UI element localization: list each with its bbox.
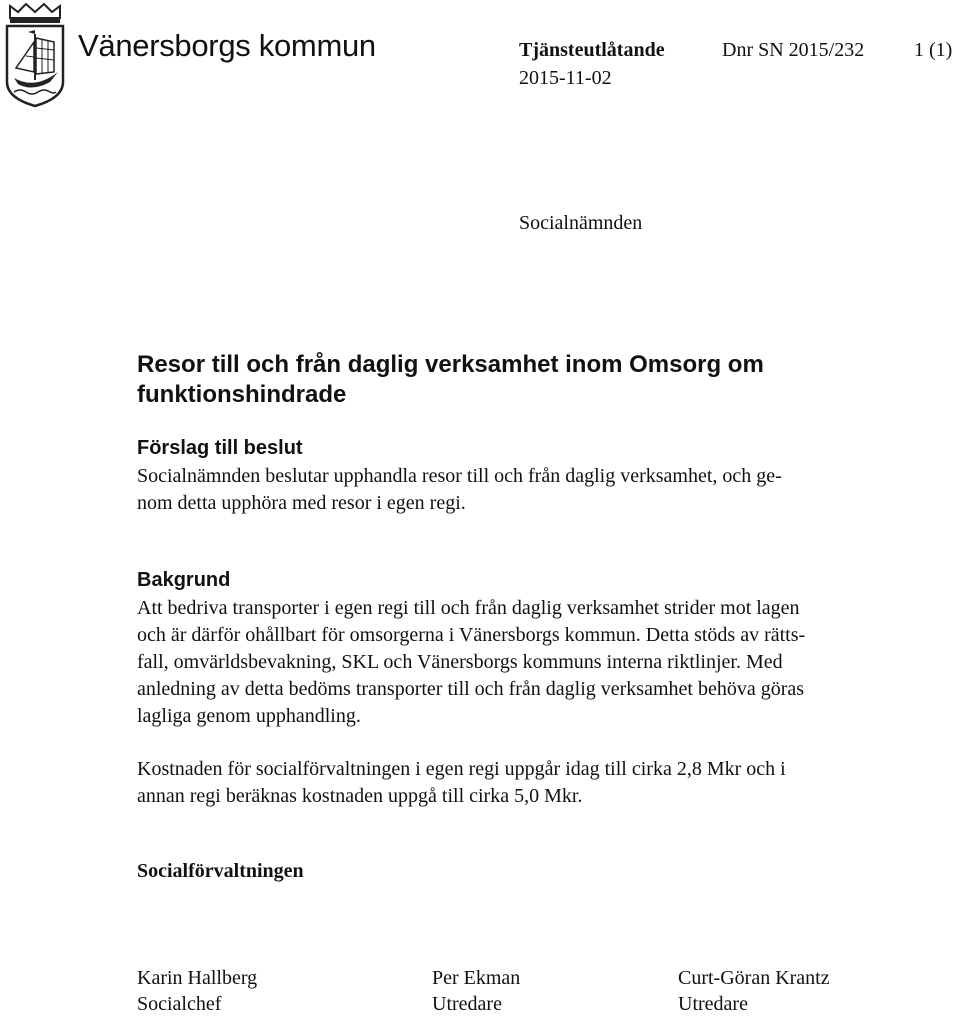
background-heading: Bakgrund xyxy=(137,569,231,591)
text-line: fall, omvärldsbevakning, SKL och Vänersborgs kommuns interna riktlinjer. Med xyxy=(137,651,783,673)
page-number: 1 (1) xyxy=(914,39,953,61)
signature-role: Utredare xyxy=(432,993,502,1015)
text-line: nom detta upphöra med resor i egen regi. xyxy=(137,492,466,514)
text-line: Socialnämnden beslutar upphandla resor till och från daglig verksamhet, och ge- xyxy=(137,465,782,487)
signature-name: Curt-Göran Krantz xyxy=(678,967,830,989)
municipality-coat-of-arms-icon xyxy=(2,2,68,108)
text-line: Kostnaden för socialförvaltningen i egen regi uppgår idag till cirka 2,8 Mkr och i xyxy=(137,758,786,780)
document-type: Tjänsteutlåtande xyxy=(519,39,665,61)
signature-name: Karin Hallberg xyxy=(137,967,258,989)
background-text xyxy=(137,595,907,730)
municipality-name: Vänersborgs kommun xyxy=(78,28,376,63)
proposal-heading: Förslag till beslut xyxy=(137,437,303,459)
document-title: Resor till och från daglig verksamhet inom Omsorg om funktionshindrade xyxy=(137,351,764,408)
department-signature: Socialförvaltningen xyxy=(137,860,304,882)
signature-name: Per Ekman xyxy=(432,967,521,989)
text-line: annan regi beräknas kostnaden uppgå till cirka 5,0 Mkr. xyxy=(137,785,583,807)
cost-text xyxy=(137,756,907,810)
recipient: Socialnämnden xyxy=(519,212,643,234)
text-line: lagliga genom upphandling. xyxy=(137,705,361,727)
proposal-text xyxy=(137,463,897,517)
document-number: Dnr SN 2015/232 xyxy=(722,39,865,61)
document-date: 2015-11-02 xyxy=(519,67,612,89)
signature-role: Socialchef xyxy=(137,993,222,1015)
text-line: och är därför ohållbart för omsorgerna i Vänersborgs kommun. Detta stöds av rätts- xyxy=(137,624,806,646)
text-line: anledning av detta bedöms transporter till och från daglig verksamhet behöva göras xyxy=(137,678,805,700)
signature-role: Utredare xyxy=(678,993,748,1015)
text-line: Att bedriva transporter i egen regi till och från daglig verksamhet strider mot lagen xyxy=(137,597,800,619)
